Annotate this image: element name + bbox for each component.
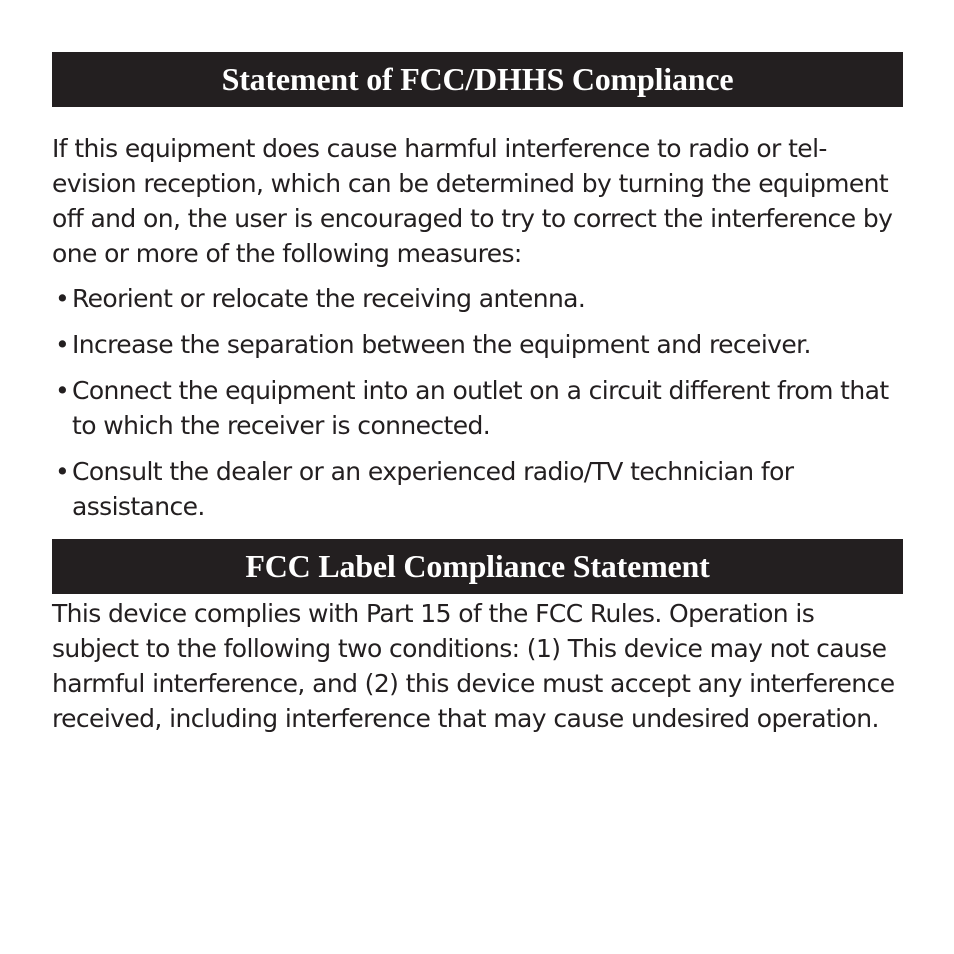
- bullet-icon: •: [55, 330, 70, 359]
- list-item: [52, 454, 903, 524]
- bullet-icon: •: [55, 457, 70, 486]
- list-item-text: Connect the equipment into an outlet on a circuit different from that to which the receiver is connected.: [72, 376, 889, 440]
- list-item: [52, 327, 903, 362]
- fcc-label-compliance-heading: [52, 539, 903, 594]
- bullet-icon: •: [55, 284, 70, 313]
- interference-intro-paragraph: If this equipment does cause harmful interference to radio or tel-evision reception, which can be determined by turning the equipment off and on, the user is encouraged to try to correct the interference by one or more of the following measures:: [52, 134, 893, 268]
- fcc-dhhs-compliance-heading: [52, 52, 903, 107]
- document-page: [52, 52, 903, 736]
- list-item-text: Consult the dealer or an experienced radio/TV technician for assistance.: [72, 457, 794, 521]
- bullet-icon: •: [55, 376, 70, 405]
- list-item-text: Increase the separation between the equipment and receiver.: [72, 330, 811, 359]
- list-item-text: Reorient or relocate the receiving antenna.: [72, 284, 586, 313]
- list-item: [52, 281, 903, 316]
- corrective-measures-list: [52, 281, 903, 524]
- fcc-dhhs-compliance-title: Statement of FCC/DHHS Compliance: [221, 61, 734, 97]
- part-15-compliance-paragraph: This device complies with Part 15 of the FCC Rules. Operation is subject to the following two conditions: (1) This device may not cause harmful interference, and (2) this device must accept any interference received, including interference that may cause undesired operation.: [52, 599, 895, 733]
- list-item: [52, 373, 903, 443]
- fcc-label-compliance-title: FCC Label Compliance Statement: [245, 548, 710, 584]
